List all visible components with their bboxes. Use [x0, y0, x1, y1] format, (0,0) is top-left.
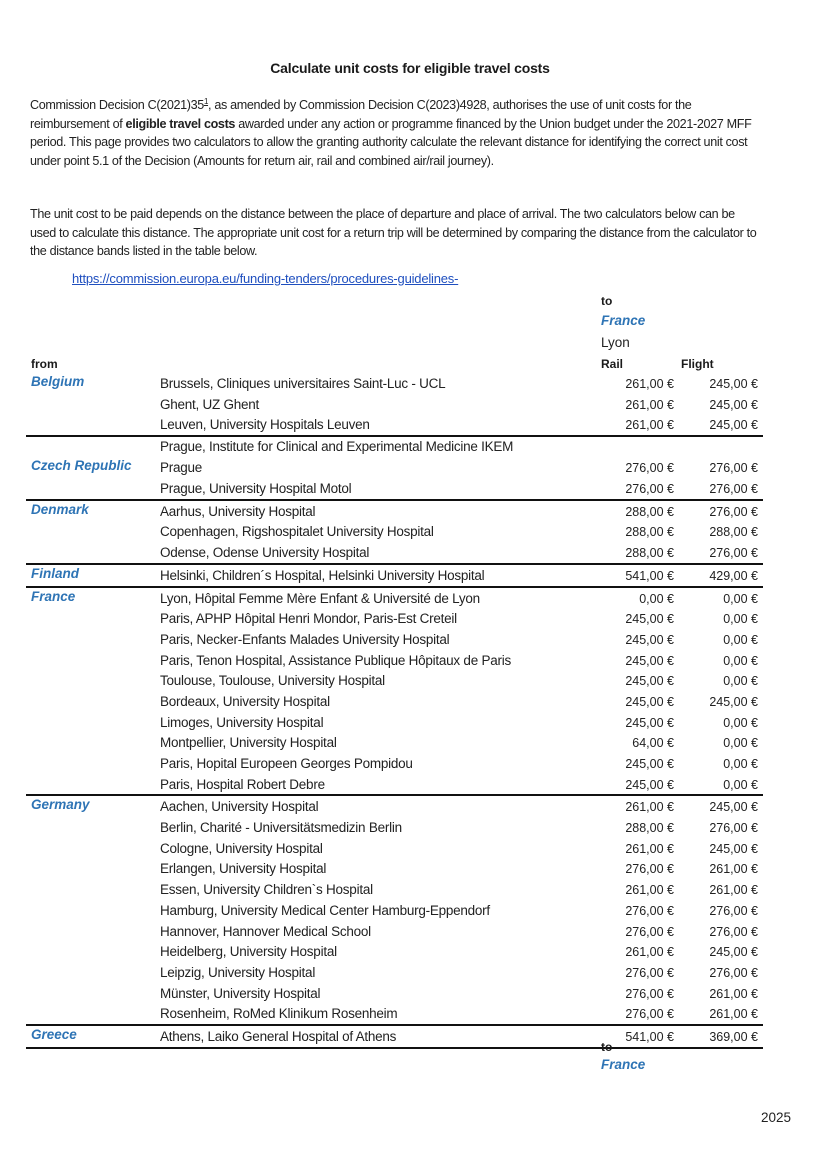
country-label: Belgium: [31, 374, 85, 389]
hospital-name: Ghent, UZ Ghent: [160, 396, 260, 412]
flight-cost: 245,00 €: [709, 418, 758, 433]
header-destination-country: France: [601, 313, 646, 328]
rail-cost: 276,00 €: [625, 903, 674, 918]
flight-cost: 245,00 €: [709, 800, 758, 815]
table-row: [26, 921, 763, 942]
country-group-finland: [26, 565, 763, 588]
table-row: [26, 712, 763, 733]
hospital-name: Paris, APHP Hôpital Henri Mondor, Paris-Est Creteil: [160, 611, 457, 627]
table-row: [26, 629, 763, 650]
hospital-name: Hannover, Hannover Medical School: [160, 923, 371, 939]
table-row: [26, 838, 763, 859]
table-row: [26, 478, 763, 499]
table-row: [26, 796, 763, 817]
flight-cost: 245,00 €: [709, 694, 758, 709]
hospital-name: Odense, Odense University Hospital: [160, 545, 370, 561]
flight-cost: 0,00 €: [723, 632, 758, 647]
hospital-name: Paris, Necker-Enfants Malades University Hospital: [160, 631, 450, 647]
footer-destination-country: France: [601, 1057, 646, 1072]
table-row: [26, 691, 763, 712]
flight-cost: 276,00 €: [709, 965, 758, 980]
table-row: [26, 732, 763, 753]
hospital-name: Copenhagen, Rigshospitalet University Hospital: [160, 524, 434, 540]
table-row: [26, 565, 763, 586]
country-label: Czech Republic: [31, 458, 132, 474]
flight-cost: 276,00 €: [709, 482, 758, 497]
table-row: [26, 1026, 763, 1047]
rail-cost: 276,00 €: [625, 862, 674, 877]
table-row: [26, 373, 763, 394]
table-row: [26, 879, 763, 900]
intro-text: , as amended by Commission Decision C(2023)4928, authorises the use of unit costs for the reimbursement of: [30, 98, 692, 131]
rail-cost: 245,00 €: [625, 674, 674, 689]
rail-cost: 64,00 €: [632, 736, 674, 751]
flight-cost: 288,00 €: [709, 525, 758, 540]
intro-text: Commission Decision C(2021)35: [30, 98, 204, 113]
flight-cost: 245,00 €: [709, 397, 758, 412]
flight-cost: 0,00 €: [723, 674, 758, 689]
header-flight-column: Flight: [681, 357, 714, 371]
hospital-name: [160, 437, 513, 478]
hospital-name: Leuven, University Hospitals Leuven: [160, 417, 370, 433]
table-row: [26, 588, 763, 609]
flight-cost: 0,00 €: [723, 612, 758, 627]
header-rail-column: Rail: [601, 357, 624, 371]
flight-cost: 276,00 €: [709, 924, 758, 939]
table-row: [26, 542, 763, 563]
rail-cost: 245,00 €: [625, 653, 674, 668]
flight-cost: 0,00 €: [723, 777, 758, 792]
flight-cost: 261,00 €: [709, 862, 758, 877]
header-to-label: to: [601, 294, 613, 308]
hospital-name: Helsinki, Children´s Hospital, Helsinki University Hospital: [160, 567, 485, 583]
hospital-name: Cologne, University Hospital: [160, 840, 323, 856]
rail-cost: 288,00 €: [625, 546, 674, 561]
table-row: [26, 941, 763, 962]
flight-cost: 261,00 €: [709, 1007, 758, 1022]
hospital-name: Athens, Laiko General Hospital of Athens: [160, 1028, 397, 1044]
flight-cost: 276,00 €: [709, 821, 758, 836]
rail-cost: 288,00 €: [625, 821, 674, 836]
flight-cost: 276,00 €: [709, 903, 758, 918]
table-row: [26, 774, 763, 795]
country-group-denmark: [26, 501, 763, 565]
country-group-france: [26, 588, 763, 797]
rail-cost: 245,00 €: [625, 777, 674, 792]
table-row: [26, 414, 763, 435]
hospital-name: Leipzig, University Hospital: [160, 964, 316, 980]
flight-cost: 276,00 €: [709, 546, 758, 561]
intro-paragraph-1: [30, 93, 760, 171]
country-group-czech-republic: [26, 437, 763, 501]
rail-cost: 276,00 €: [625, 924, 674, 939]
hospital-name: Heidelberg, University Hospital: [160, 944, 337, 960]
country-label: France: [31, 588, 76, 604]
rail-cost: 288,00 €: [625, 525, 674, 540]
hospital-name: Berlin, Charité - Universitätsmedizin Berlin: [160, 820, 402, 836]
hospital-name: Lyon, Hôpital Femme Mère Enfant & Université de Lyon: [160, 590, 480, 606]
table-row: [26, 983, 763, 1004]
table-row: [26, 670, 763, 691]
table-row: [26, 437, 763, 478]
rail-cost: 541,00 €: [625, 568, 674, 583]
table-row: [26, 501, 763, 522]
hospital-name-line-2: Prague: [160, 459, 203, 475]
hospital-name: Erlangen, University Hospital: [160, 861, 327, 877]
table-row: [26, 521, 763, 542]
table-row: [26, 608, 763, 629]
flight-cost: 245,00 €: [709, 377, 758, 391]
table-row: [26, 650, 763, 671]
flight-cost: 245,00 €: [709, 841, 758, 856]
rail-cost: 261,00 €: [625, 800, 674, 815]
rail-cost: 245,00 €: [625, 632, 674, 647]
footnote-ref[interactable]: 1: [203, 97, 209, 106]
country-group-germany: [26, 796, 763, 1026]
rail-cost: 0,00 €: [639, 591, 674, 606]
flight-cost: 0,00 €: [723, 757, 758, 771]
hospital-name: Paris, Hopital Europeen Georges Pompidou: [160, 756, 413, 771]
header-destination-city: Lyon: [601, 335, 630, 350]
rail-cost: 261,00 €: [625, 397, 674, 412]
header-from-label: from: [31, 357, 58, 371]
flight-cost: 261,00 €: [709, 986, 758, 1001]
rail-cost: 276,00 €: [625, 1007, 674, 1022]
rail-cost: 541,00 €: [625, 1029, 674, 1044]
hospital-name: Brussels, Cliniques universitaires Saint-Luc - UCL: [160, 376, 446, 391]
flight-cost: 0,00 €: [723, 736, 758, 751]
flight-cost: 0,00 €: [723, 591, 758, 606]
table-row: [26, 858, 763, 879]
intro-text: awarded under any action or programme financed by the Union budget under the 2021-2027 MFF period. This page provides two calculators to allow the granting authority calculate the relevant distance for identifying the correct unit cost under point 5.1 of the Decision (Amounts for return air, rail and combined air/rail journey).: [30, 116, 752, 168]
flight-cost: 245,00 €: [709, 945, 758, 960]
hospital-name: Aarhus, University Hospital: [160, 503, 316, 519]
rail-cost: 261,00 €: [625, 377, 674, 391]
table-row: [26, 900, 763, 921]
table-row: [26, 1003, 763, 1024]
hospital-name: Hamburg, University Medical Center Hamburg-Eppendorf: [160, 902, 490, 918]
hospital-name: Toulouse, Toulouse, University Hospital: [160, 673, 385, 689]
rail-cost: 245,00 €: [625, 715, 674, 730]
flight-cost: 276,00 €: [709, 504, 758, 519]
rail-cost: 276,00 €: [625, 986, 674, 1001]
guidelines-link[interactable]: https://commission.europa.eu/funding-tenders/procedures-guidelines-: [72, 271, 459, 286]
flight-cost: 261,00 €: [709, 883, 758, 898]
table-row: [26, 394, 763, 415]
hospital-name: Essen, University Children`s Hospital: [160, 882, 373, 898]
country-label: Greece: [31, 1026, 77, 1042]
table-row: [26, 753, 763, 774]
table-row: [26, 962, 763, 983]
rail-cost: 261,00 €: [625, 883, 674, 898]
rail-cost: 261,00 €: [625, 945, 674, 960]
intro-bold-text: eligible travel costs: [125, 116, 236, 131]
hospital-name: Aachen, University Hospital: [160, 799, 319, 815]
flight-cost: 276,00 €: [709, 461, 758, 476]
flight-cost: 0,00 €: [723, 653, 758, 668]
rail-cost: 276,00 €: [625, 461, 674, 476]
footer-to-label: to: [601, 1040, 613, 1054]
rail-cost: 261,00 €: [625, 841, 674, 856]
rail-cost: 245,00 €: [625, 612, 674, 627]
rail-cost: 276,00 €: [625, 965, 674, 980]
rail-cost: 245,00 €: [625, 757, 674, 771]
hospital-name: Paris, Hospital Robert Debre: [160, 776, 325, 792]
rail-cost: 245,00 €: [625, 694, 674, 709]
country-label: Denmark: [31, 501, 89, 517]
rail-cost: 288,00 €: [625, 504, 674, 519]
rail-cost: 261,00 €: [625, 418, 674, 433]
country-group-greece: [26, 1026, 763, 1049]
intro-paragraph-2: The unit cost to be paid depends on the distance between the place of departure and place of arrival. The two calculators below can be used to calculate this distance. The appropriate unit cost for a return trip will be determined by comparing the distance from the calculator to the distance bands listed in the table below.: [30, 207, 757, 259]
unit-cost-table: [26, 373, 763, 1049]
hospital-name: Prague, University Hospital Motol: [160, 481, 352, 497]
table-row: [26, 817, 763, 838]
country-label: Finland: [31, 565, 79, 581]
hospital-name: Limoges, University Hospital: [160, 714, 324, 730]
rail-cost: 276,00 €: [625, 482, 674, 497]
hospital-name-line-1: Prague, Institute for Clinical and Experimental Medicine IKEM: [160, 439, 514, 455]
hospital-name: Rosenheim, RoMed Klinikum Rosenheim: [160, 1006, 398, 1022]
page-title: Calculate unit costs for eligible travel costs: [270, 60, 550, 76]
flight-cost: 369,00 €: [709, 1029, 758, 1044]
country-group-belgium: [26, 373, 763, 437]
hospital-name: Paris, Tenon Hospital, Assistance Publique Hôpitaux de Paris: [160, 652, 511, 668]
country-label: Germany: [31, 797, 90, 813]
hospital-name: Münster, University Hospital: [160, 985, 321, 1001]
hospital-name: Bordeaux, University Hospital: [160, 693, 330, 709]
flight-cost: 0,00 €: [723, 715, 758, 730]
hospital-name: Montpellier, University Hospital: [160, 735, 337, 751]
flight-cost: 429,00 €: [709, 568, 758, 583]
page-footer-year: 2025: [761, 1110, 792, 1125]
